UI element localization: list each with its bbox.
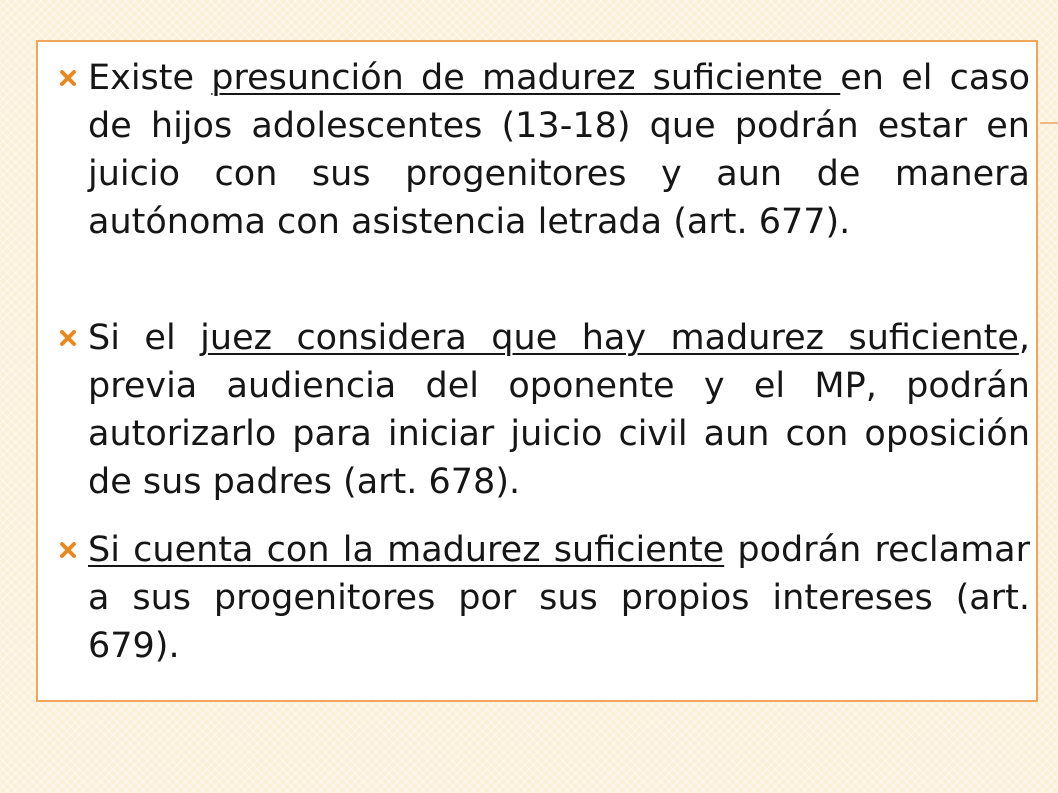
x-mark-icon xyxy=(58,540,78,560)
bullet-text-post: en el caso de hijos adolescentes (13-18) que podrán estar en juicio con sus progenitores y aun de manera autónoma con asistencia letrada (art. 677). xyxy=(88,58,1030,242)
underlined-phrase: Si cuenta con la madurez suficiente xyxy=(88,530,725,570)
accent-line xyxy=(1040,122,1058,124)
x-mark-icon xyxy=(58,328,78,348)
bullet-text-2 xyxy=(88,314,1030,506)
underlined-phrase: juez considera que hay madurez suficiente xyxy=(200,318,1019,358)
bullet-text-post: , previa audiencia del oponente y el MP, podrán autorizarlo para iniciar juicio civil aun con oposición de sus padres (art. 678). xyxy=(88,318,1030,502)
x-mark-icon xyxy=(58,68,78,88)
content-box xyxy=(36,40,1038,702)
bullet-text-pre: Existe xyxy=(88,58,212,98)
bullet-text-post: podrán reclamar a sus progenitores por sus propios intereses (art. 679). xyxy=(88,530,1030,666)
bullet-text-pre: Si el xyxy=(88,318,201,358)
bullet-text-1 xyxy=(88,54,1030,294)
underlined-phrase: presunción de madurez suficiente xyxy=(211,58,841,98)
bullet-text-3 xyxy=(88,526,1030,670)
